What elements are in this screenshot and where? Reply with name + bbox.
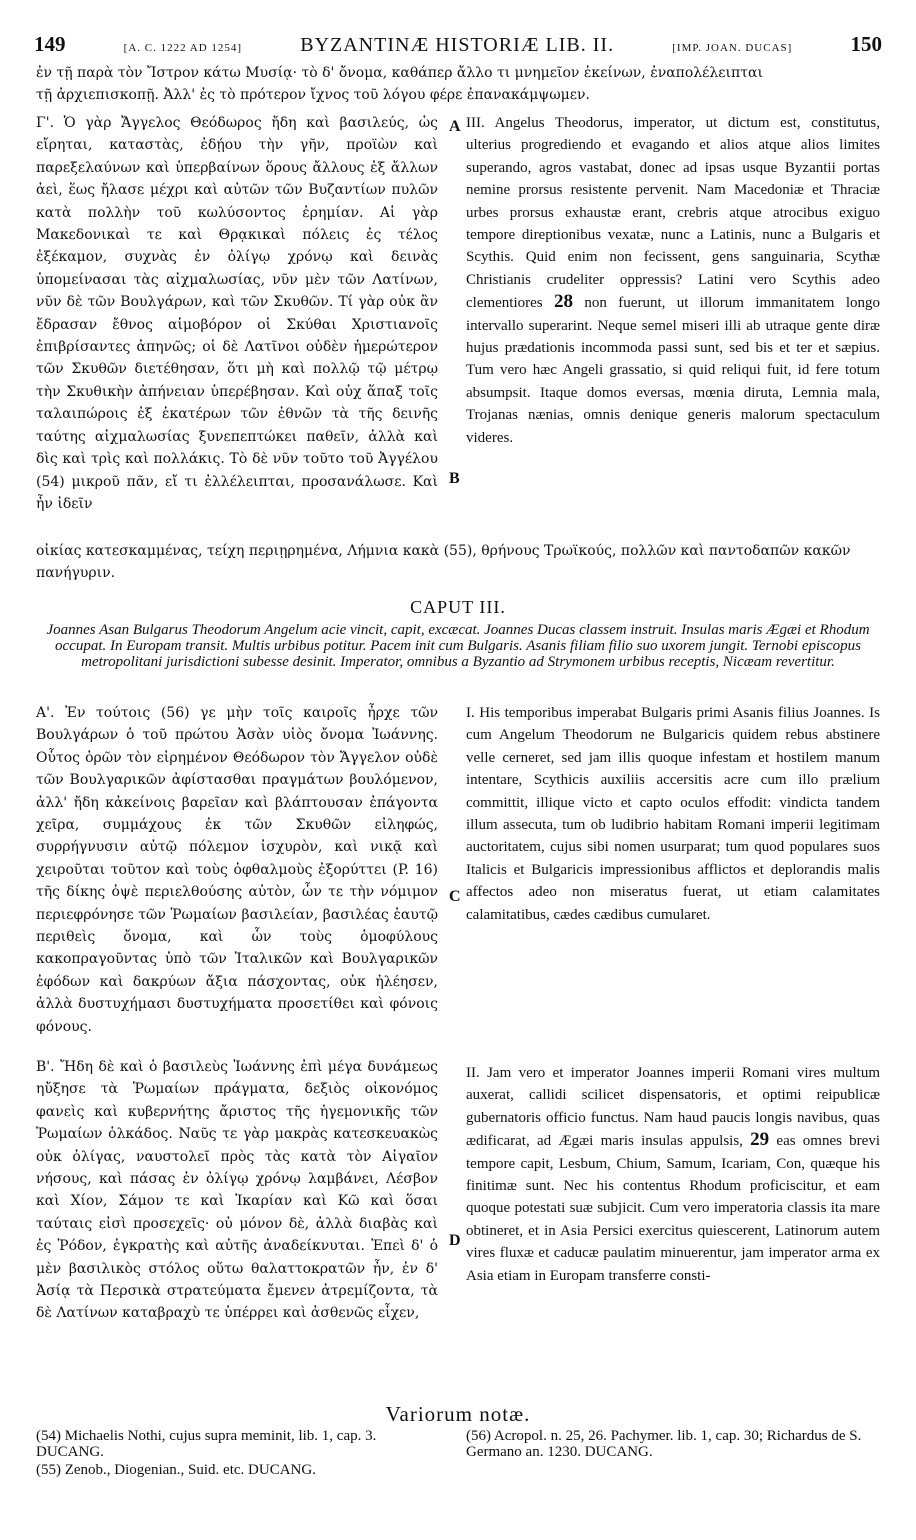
page-number-left: 149 [34, 32, 66, 56]
chapter-title: CAPUT III. [410, 597, 506, 617]
header-title: BYZANTINÆ HISTORIÆ LIB. II. [300, 34, 615, 56]
page-number-right: 150 [850, 32, 882, 56]
greek-column-section-1: Α'. Ἐν τούτοις (56) γε μὴν τοῖς καιροῖς ἦρχε τῶν Βουλγάρων ὁ τοῦ πρώτου Ἀσὰν υἱὸς ὄνομα Ἰωάννης. Οὗτος ὁρῶν τὸν εἰρημένον Θεόδωρον τὸν Ἄγγελον οὐδὲ τῶν Βουλγαρικῶν ἀφίστασθαι πραγμάτων βουλόμενον, ἀλλ' ἤδη κἀκείνοις βαρεῖαν καὶ βλάπτουσαν ἐπάγοντα χεῖρα, συμμάχους ἐκ τῶν Σκυθῶν εἰληφώς, συρρήγνυσιν αὐτῷ πόλεμον ἰσχυρὸν, καὶ νικᾷ καὶ χειροῦται τοῦτον καὶ τοὺς ὀφθαλμοὺς ἐξορύττει (P. 16) τῆς δίκης ὀψὲ περιελθούσης αὐτὸν, ὧν τε τὴν νόμιμον περιεφρόνησε τῶν Ῥωμαίων βασιλείαν, βασιλέας ἑαυτῷ περιθεὶς ὄνομα, καὶ ὧν τοὺς ὁμοφύλους κακοπραγοῦντας ὑπὸ τῶν Ἰταλικῶν καὶ Βουλγαρικῶν ἐφόδων καὶ δακρύων ἄξια πάσχοντας, οὐκ ἠλέησεν, ἀλλὰ δυστυχήμασι δυστυχήματα προσετίθει καὶ φόνοις φόνους. [36, 705, 438, 1035]
latin-column-section-3 [466, 112, 880, 449]
latin-text: III. Angelus Theodorus, imperator, ut dictum est, constitutus, ulterius progrediendo et evagando et alios atque alios limites superando, agros vastabat, donec ad ipsas usque Byzantii portas nemine prorsus resistente pervenit. Nam Macedoniæ et Thraciæ urbes prorsus exhaustæ erant, crebris atque atrocibus exiguo tempore direptionibus vexatæ, nunc a Latinis, nunc a Bulgaris et Scythis. Quid enim non fecissent, gens sanguinaria, Scythæ Christianis crudeliter oppressis? Latini vero Scythis adeo clementiores [466, 115, 880, 312]
edition-page-number: 28 [554, 291, 574, 313]
running-header [34, 32, 882, 60]
margin-letter-d: D [449, 1232, 461, 1249]
footnote-54: (54) Michaelis Nothi, cujus supra meminit, lib. 1, cap. 3. DUCANG. [36, 1428, 377, 1460]
header-imperator: [IMP. JOAN. DUCAS] [672, 42, 793, 54]
chapter-summary: Joannes Asan Bulgarus Theodorum Angelum acie vincit, capit, excæcat. Joannes Ducas classem instruit. Insulas maris Ægæi et Rhodum occupat. In Europam transit. Multis urbibus potitur. Pacem init cum Bulgaris. Asanis filiam filio suo uxorem jungit. Ternobi episcopus metropolitani jurisdictioni subesse desinit. Imperator, omnibus a Byzantio ad Strymonem urbibus receptis, Nicæam revertitur. [46, 622, 870, 670]
margin-letter-a: A [449, 118, 461, 135]
greek-column-section-2: Β'. Ἤδη δὲ καὶ ὁ βασιλεὺς Ἰωάννης ἐπὶ μέγα δυνάμεως ηὔξησε τὰ Ῥωμαίων πράγματα, δεξιὸς οἰκονόμος φανεὶς καὶ κυβερνήτης ἄριστος τῆς ἡγεμονικῆς τῶν Ῥωμαίων ὁλκάδος. Ναῦς τε γὰρ μακρὰς κατεσκευακὼς οὐκ ὀλίγας, ναυστολεῖ πρὸς τὰς κατὰ τὸν Αἰγαῖον νήσους, καὶ πάσας ἐν ὀλίγῳ χρόνῳ λαμβάνει, Λέσβον καὶ Χίον, Σάμον τε καὶ Ἰκαρίαν καὶ Κῶ καὶ ὅσαι ταύταις εἰσὶ προσεχεῖς· οὐ μόνον δὲ, ἀλλὰ διαβὰς καὶ ἐς Ῥόδον, ἐγκρατὴς καὶ αὐτῆς ἀναδείκνυται. Ἐπεὶ δ' ὁ μὲν βασιλικὸς στόλος οὕτω θαλαττοκρατῶν ἦν, ἐν δ' Ἀσίᾳ τὰ Περσικὰ στρατεύματα ἔμενεν ἀτρεμίζοντα, τὰ δὲ Λατίνων καταβραχὺ τε ὑπέρρει καὶ ἀσθενῶς εἶχεν, [36, 1059, 438, 1322]
footnote-56: (56) Acropol. n. 25, 26. Pachymer. lib. 1, cap. 30; Richardus de S. Germano an. 1230. DUCANG. [466, 1428, 862, 1460]
latin-column-section-1: I. His temporibus imperabat Bulgaris primi Asanis filius Joannes. Is cum Angelum Theodorum ne Bulgaricis quidem rebus abstinere velle cerneret, sed jam illis quoque infestam et hostilem manum intentare, Scythicis auxiliis accersitis acre cum illo prælium committit, illique victo et capto oculos effodit: vindicta tandem illum assecuta, tum ob ludibrio habitam Romani imperii legitimam auctoritatem, cujus sibi nomen usurparat; tum quod populares suos Italicis et Bulgaricis impressionibus afflictos et deplorandis malis affectos adeo non miseratus fuerat, ut etiam calamitates calamitatibus, cædes cædibus cumularet. [466, 705, 880, 923]
latin-column-section-2 [466, 1062, 880, 1287]
footnote-55: (55) Zenob., Diogenian., Suid. etc. DUCANG. [36, 1462, 316, 1478]
latin-text: eas omnes brevi tempore capit, Lesbum, Chium, Samum, Icariam, Con, quæque his finitimæ sunt. Nec his contentus Rhodum proficiscitur, et eam quoque potestati suæ subjicit. Cum vero imperatoria classis ita mare obtineret, et in Asia Persici exercitus quiescerent, Latinorum autem vires fluxæ et caducæ paulatim minuerentur, jam imperator arma ex Asia etiam in Europam transferre consti- [466, 1133, 880, 1284]
top-line: τῇ ἀρχιεπισκοπῇ. Ἀλλ' ἐς τὸ πρότερον ἴχνος τοῦ λόγου φέρε ἐπανακάμψωμεν. [36, 87, 590, 103]
top-line: ἐν τῇ παρὰ τὸν Ἴστρον κάτω Μυσίᾳ· τὸ δ' ὄνομα, καθάπερ ἄλλο τι μνημεῖον ἐκείνων, ἐναπολέλειπται [36, 65, 763, 81]
notes-heading: Variorum notæ. [385, 1402, 531, 1426]
margin-letter-b: B [449, 470, 460, 487]
latin-text: non fuerunt, ut illorum immanitatem longo intervallo superarint. Neque semel miseri illi ab utraque gente diræ hujus prædationis incommoda passi sunt, sed bis et ter et sæpius. Tum vero hæc Angeli grassatio, si quid reliqui fuit, id fere totum absumpsit. Itaque domos eversas, mœnia diruta, Lemnia mala, Trojanas nænias, omnis denique generis malorum spectaculum videres. [466, 295, 881, 446]
top-greek-lines [36, 62, 880, 106]
greek-column-section-3: Γ'. Ὁ γὰρ Ἄγγελος Θεόδωρος ἤδη καὶ βασιλεύς, ὡς εἴρηται, καταστὰς, ἐδῄου τὴν γῆν, προϊὼν καὶ παρεξελαύνων καὶ ὑπερβαίνων ὅρους ἄλλους ἐξ ἄλλων ἀεὶ, ἕως ἤλασε μέχρι καὶ αὐτῶν τῶν Βυζαντίων πυλῶν κατὰ πολλὴν τοῦ κωλύσοντος ἐρημίαν. Αἱ γὰρ Μακεδονικαὶ τε καὶ Θρᾳκικαὶ πόλεις ἐς τέλος ἐξέκαμον, συχνὰς ἐν ὀλίγῳ χρόνῳ καὶ δεινὰς ὑπομείνασαι τὰς αἰχμαλωσίας, νῦν μὲν τῶν Λατίνων, νῦν δὲ τῶν Βουλγάρων, καὶ τῶν Σκυθῶν. Τί γὰρ οὐκ ἂν ἔδρασαν ἔθνος αἱμοβόρον οἱ Σκύθαι Χριστιανοῖς ἐπιβρίσαντες ἀπηνῶς; οἱ δὲ Λατῖνοι οὐδὲν ἡμερώτερον τῶν Σκυθῶν διετέθησαν, ὅτι μὴ καὶ πολλῷ τῷ μέτρῳ τὴν Σκυθικὴν ἀπήνειαν ὑπερέβησαν. Καὶ οὐχ ἅπαξ τοῖς ταλαιπώροις ἐξ ἑκατέρων τῶν ἐθνῶν τὰ τῆς δεινῆς ταύτης αἰχμαλωσίας ξυνεπεπτώκει παθεῖν, ἀλλὰ καὶ δὶς καὶ τρὶς καὶ πολλάκις. Τὸ δὲ νῦν τοῦτο τοῦ Ἀγγέλου (54) μικροῦ πᾶν, εἴ τι ἐλλέλειπται, προσανάλωσε. Καὶ ἦν ἰδεῖν [36, 115, 438, 512]
header-years: [A. C. 1222 AD 1254] [123, 42, 243, 54]
edition-page-number: 29 [750, 1129, 770, 1151]
margin-letter-c: C [449, 888, 461, 905]
section-3-tail: οἰκίας κατεσκαμμένας, τείχη περιῃρημένα, Λήμνια κακὰ (55), θρήνους Τρωϊκούς, πολλῶν καὶ παντοδαπῶν κακῶν πανήγυριν. [36, 543, 851, 581]
latin-text: II. Jam vero et imperator Joannes imperii Romani vires multum auxerat, callidi scilicet dispensatoris, et optimi reipublicæ gubernatoris officio functus. Nam haud paucis longis navibus, quas ædificarat, ad Ægæi maris insulas appulsis, [466, 1065, 880, 1150]
